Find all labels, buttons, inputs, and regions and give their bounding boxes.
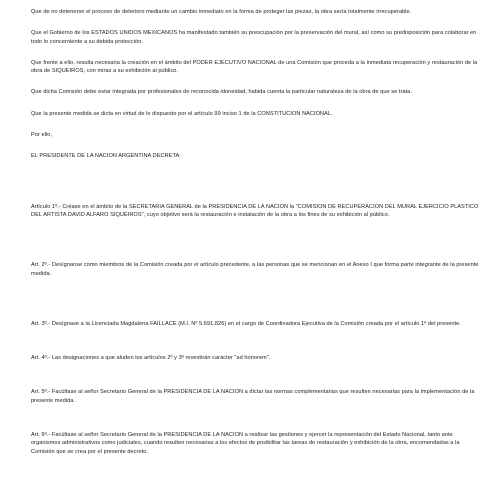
paragraph-commission-members: Que dicha Comisión debe estar integrada por profesionales de reconocida idoneidad, habida cuenta la particular naturaleza de la obra de que se trata.: [31, 89, 412, 96]
article-3: Art. 3º.- Desígnase a la Licenciada Magdalena FAILLACE (M.I. Nº 5.691.826) en el cargo de Coordinadora Ejecutiva de la Comisión creada por el artículo 1º del presente.: [31, 320, 461, 327]
article-2: Art. 2º.- Desígnanse como miembros de la Comisión creada por el artículo precedente, a las personas que se mencionan en el Anexo I que forma parte integrante de la presente medida.: [31, 262, 479, 277]
article-4: Art. 4º.- Las designaciones a que aluden los artículos 2º y 3º revestirán carácter "ad honorem".: [31, 355, 271, 362]
paragraph-mexico-government: Que el Gobierno de los ESTADOS UNIDOS MEXICANOS ha manifestado también su preocupación por la preservación del mural, así como su predisposición para colaborar en todo lo concerniente a su debida protección.: [31, 30, 477, 45]
decree-heading: EL PRESIDENTE DE LA NACION ARGENTINA DECRETA:: [31, 153, 181, 160]
article-5: Art. 5º.- Facúltase al señor Secretario General de la PRESIDENCIA DE LA NACION a dictar las normas complementarias que resulten necesarias para la implementación de la presente medida.: [31, 389, 475, 404]
paragraph-deterioration: Que de no detenerse el proceso de deterioro mediante un cambio inmediato en la forma de proteger las piezas, la obra sería totalmente irrecuperable.: [31, 9, 412, 15]
paragraph-constitution: Que la presente medida se dicta en virtud de lo dispuesto por el artículo 99 inciso 1 de la CONSTITUCION NACIONAL.: [31, 110, 333, 117]
article-6: Art. 6º.- Facúltase al señor Secretario General de la PRESIDENCIA DE LA NACION a realizar las gestiones y ejercer la representación del Estado Nacional, tanto ante organismos administrativos como judiciales, cuando resulten necesarias a los efectos de posibilitar las tareas de restauración y exhibición de la obra, encomendadas a la Comisión que se crea por el presente decreto.: [31, 432, 460, 455]
paragraph-commission-need: Que frente a ello, resulta necesaria la creación en el ámbito del PODER EJECUTIVO NACIONAL de una Comisión que proceda a la inmediata recuperación y restauración de la obra de SIQUEIROS, con miras a su exhibición al público.: [31, 59, 478, 75]
article-1: Artículo 1º.- Créase en el ámbito de la SECRETARIA GENERAL de la PRESIDENCIA DE LA NACION la "COMISION DE RECUPERACION DEL MURAL EJERCICIO PLASTICO DEL ARTISTA DAVID ALFARO SIQUEIROS", cuyo objetivo será la restauración e instalación de la obra a los fines de su exhibición al público.: [31, 203, 479, 218]
paragraph-por-ello: Por ello,: [31, 132, 52, 139]
